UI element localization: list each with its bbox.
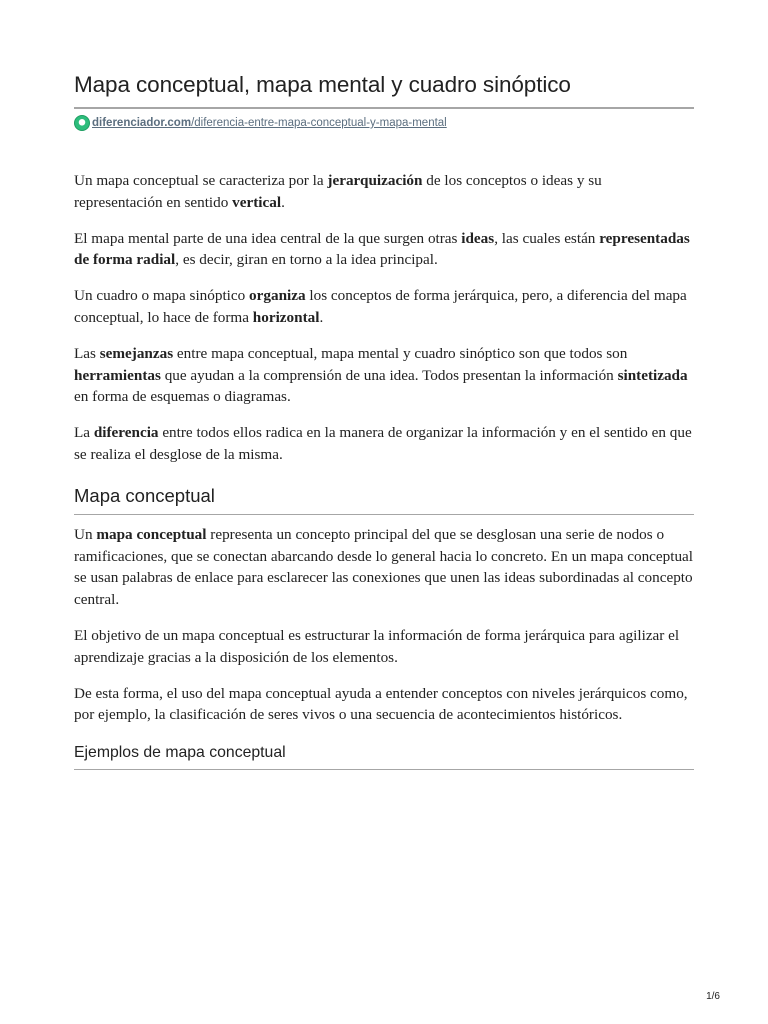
source-path: /diferencia-entre-mapa-conceptual-y-mapa-mental [191, 117, 447, 129]
bold-term: vertical [232, 193, 282, 211]
text-run: en forma de esquemas o diagramas. [74, 388, 291, 406]
text-run: , es decir, giran en torno a la idea principal. [175, 251, 438, 269]
article-body [74, 170, 694, 770]
text-run: los conceptos de forma jerárquica, pero, a diferencia del mapa conceptual, lo hace de forma [74, 287, 687, 326]
text-run: , las cuales están [494, 229, 600, 247]
text-run: El mapa mental parte de una idea central de la que surgen otras [74, 229, 462, 247]
text-run: entre todos ellos radica en la manera de organizar la información y en el sentido en que se realiza el desglose de la misma. [74, 424, 692, 463]
section-paragraph-2: El objetivo de un mapa conceptual es estructurar la información de forma jerárquica para agilizar el aprendizaje gracias a la disposición de los elementos. [74, 626, 680, 666]
document-page [74, 70, 694, 770]
bold-term: semejanzas [99, 344, 174, 362]
text-run: que ayudan a la comprensión de una idea. Todos presentan la información [160, 366, 618, 384]
text-run: La [74, 424, 94, 442]
text-run: Las [74, 344, 100, 362]
bold-term: herramientas [74, 366, 161, 384]
bold-term: sintetizada [617, 366, 688, 384]
intro-paragraph-3 [74, 285, 694, 329]
text-run: entre mapa conceptual, mapa mental y cuadro sinóptico son que todos son [173, 344, 628, 362]
source-link[interactable] [92, 117, 447, 129]
page-title: Mapa conceptual, mapa mental y cuadro sinóptico [74, 70, 694, 109]
text-run: representa un concepto principal del que se desglosan una serie de nodos o ramificaciones, que se conectan abarcando desde lo general hacia lo concreto. En un mapa conceptual se usan palabras de enlace para esclarecer las conexiones que unen las ideas subordinadas al concepto central. [74, 525, 694, 609]
text-run: . [319, 308, 324, 326]
text-run: . [281, 193, 285, 211]
page-number: 1/6 [706, 991, 720, 1002]
site-favicon-icon [74, 115, 90, 131]
section-heading: Mapa conceptual [74, 484, 694, 515]
subsection-heading: Ejemplos de mapa conceptual [74, 742, 694, 770]
intro-paragraph-5 [74, 422, 694, 466]
bold-term: mapa conceptual [96, 525, 207, 543]
section-paragraph-1 [74, 524, 694, 611]
source-link-row [74, 114, 694, 132]
bold-term: representadas de forma radial [74, 229, 690, 269]
bold-term: diferencia [93, 424, 159, 442]
bold-term: organiza [249, 287, 306, 305]
text-run: de los conceptos o ideas y su representación en sentido [74, 172, 602, 211]
bold-term: jerarquización [327, 172, 423, 189]
bold-term: ideas [461, 229, 495, 247]
intro-paragraph-2 [74, 228, 694, 272]
intro-paragraph-4 [74, 343, 694, 408]
text-run: Un mapa conceptual se caracteriza por la [74, 172, 328, 189]
bold-term: horizontal [252, 308, 320, 326]
intro-paragraph-1 [74, 170, 694, 214]
text-run: Un cuadro o mapa sinóptico [74, 287, 250, 305]
text-run: Un [74, 525, 97, 543]
section-paragraph-3: De esta forma, el uso del mapa conceptual ayuda a entender conceptos con niveles jerárquicos como, por ejemplo, la clasificación de seres vivos o una secuencia de acontecimientos históricos. [74, 684, 688, 724]
source-domain: diferenciador.com [92, 117, 192, 129]
